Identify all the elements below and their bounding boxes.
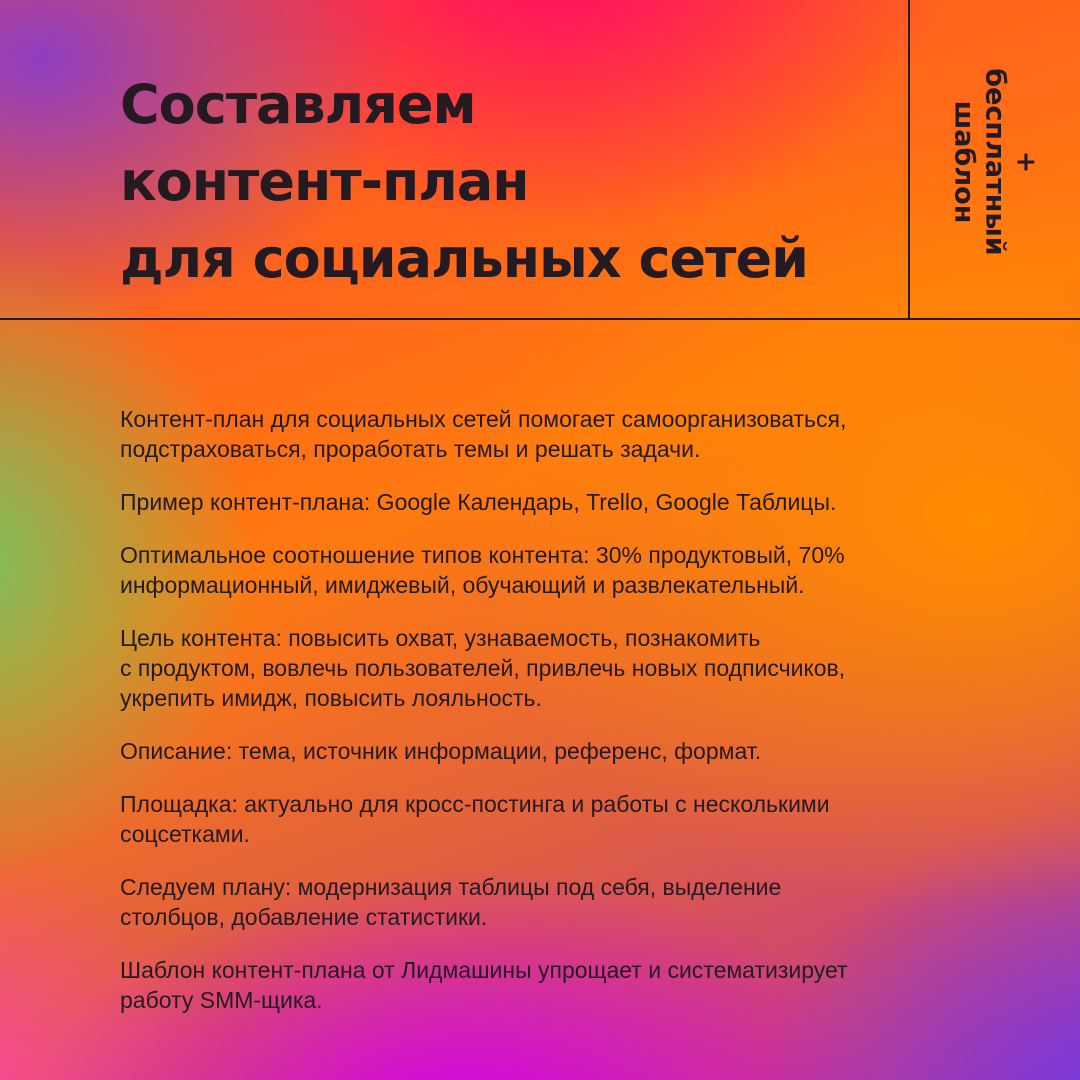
paragraph-examples — [120, 487, 980, 517]
text-line: Контент-план для социальных сетей помогает самоорганизоваться, — [120, 406, 847, 432]
text-line: Описание: тема, источник информации, референс, формат. — [120, 738, 762, 764]
text-line: подстраховаться, проработать темы и решать задачи. — [120, 436, 701, 462]
vertical-divider — [908, 0, 910, 319]
paragraph-follow-plan — [120, 872, 980, 932]
paragraph-purpose — [120, 404, 980, 464]
paragraph-goals — [120, 623, 980, 713]
page-title — [120, 66, 900, 297]
paragraph-description — [120, 736, 980, 766]
text-line: Площадка: актуально для кросс-постинга и работы с несколькими — [120, 791, 830, 817]
badge-line-1: бесплатный — [979, 68, 1011, 256]
free-template-badge-text — [949, 68, 1042, 255]
title-line-2: контент-план — [120, 150, 529, 213]
text-line: информационный, имиджевый, обучающий и развлекательный. — [120, 572, 805, 598]
text-line: Оптимальное соотношение типов контента: 30% продуктовый, 70% — [120, 542, 845, 568]
text-line: столбцов, добавление статистики. — [120, 904, 488, 930]
content-body — [120, 404, 980, 1038]
text-line: Пример контент-плана: Google Календарь, Trello, Google Таблицы. — [120, 489, 837, 515]
text-line: с продуктом, вовлечь пользователей, привлечь новых подписчиков, — [120, 655, 846, 681]
text-line: соцсетками. — [120, 821, 250, 847]
title-line-3: для социальных сетей — [120, 227, 808, 290]
badge-line-2: шаблон — [948, 100, 980, 224]
text-line: Следуем плану: модернизация таблицы под себя, выделение — [120, 874, 782, 900]
plus-sign: + — [1010, 150, 1042, 174]
paragraph-template — [120, 955, 980, 1015]
title-line-1: Составляем — [120, 73, 476, 136]
paragraph-ratio — [120, 540, 980, 600]
text-line: работу SMM-щика. — [120, 987, 323, 1013]
text-line: укрепить имидж, повысить лояльность. — [120, 685, 542, 711]
text-line: Цель контента: повысить охват, узнаваемость, познакомить — [120, 625, 761, 651]
text-line: Шаблон контент-плана от Лидмашины упрощает и систематизирует — [120, 957, 848, 983]
horizontal-divider — [0, 318, 1080, 320]
free-template-badge — [948, 68, 1042, 256]
paragraph-platform — [120, 789, 980, 849]
